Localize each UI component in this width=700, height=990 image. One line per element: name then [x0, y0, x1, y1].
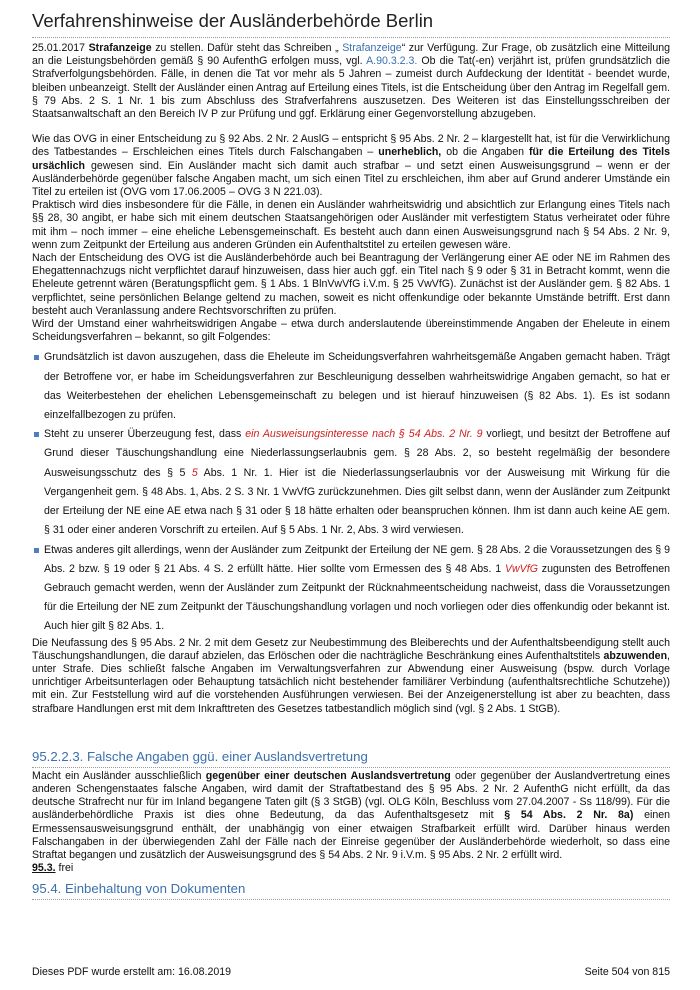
- paragraph-strafanzeige: [32, 42, 670, 121]
- page-footer: [32, 966, 670, 978]
- paragraph-umstand: Wird der Umstand einer wahrheitswidrigen Angabe – etwa durch anderslautende übereinstimmende Angaben der Eheleute in einem Scheidungsverfahren – bekannt, so gilt Folgendes:: [32, 318, 670, 344]
- page-title: Verfahrenshinweise der Ausländerbehörde Berlin: [32, 10, 434, 31]
- text: einen Ermessensausweisungsgrund enthält, der unabhängig von einer etwaigen Strafbarkeit erfüllt wird. Darüber hinaus werden Falschangaben in der überwiegenden Zahl der Fälle nach der Einreise gegenüber der Ausländerbehörde wiederholt, so dass eine Straftat begangen und zusätzlich der Ausweisungsgrund des § 54 Abs. 2 Nr. 9 i.V.m. § 95 Abs. 2 Nr. 2 erfüllt wird.: [32, 809, 670, 861]
- paragraph-verlaengerung: Nach der Entscheidung des OVG ist die Ausländerbehörde auch bei Beantragung der Verlängerung einer AE oder NE im Rahmen des Ehegattennachzugs nicht verpflichtet darauf hinzuweisen, dass hier auch ggf. ein Titel nach § 9 oder § 31 in Betracht kommt, wenn die Eheleute getrennt wären (Beratungspflicht gem. § 1 Abs. 1 BlnVwVfG i.V.m. § 25 VwVfG). Zunächst ist der Ausländer gem. § 82 Abs. 1 verpflichtet, seine persönlichen Belange geltend zu machen, soweit es nicht offenkundige oder bekannte Umstände betrifft. Erst dann besteht auch Veranlassung andere Rechtsvorschriften zu prüfen.: [32, 252, 670, 317]
- highlighted-text: 5: [191, 466, 198, 479]
- bold-text: unerheblich,: [378, 146, 442, 159]
- document-page: [32, 0, 670, 990]
- paragraph-ovg: [32, 133, 670, 199]
- section-heading-954: 95.4. Einbehaltung von Dokumenten: [32, 881, 246, 897]
- bullet-item: [32, 541, 670, 637]
- bold-text: für die Erteilung des Titels ursächlich: [32, 146, 671, 172]
- text: 25.01.2017: [32, 42, 89, 54]
- paragraph-praktisch: Praktisch wird dies insbesondere für die Fälle, in denen ein Ausländer wahrheitswidrig und absichtlich zur Erlangung eines Titels nach §§ 28, 30 angibt, er habe sich mit einem deutschen Staatsangehörigen oder Ausländer mit verfestigtem Status verheiratet oder führe mit ihm – noch immer – eine eheliche Lebensgemeinschaft. Es besteht auch dann einen Ausweisungsgrund nach § 54 Abs. 2 Nr. 9, wenn zum Zeitpunkt der Erteilung aus anderen Gründen ein Aufenthaltstitel zu erteilen gewesen wäre.: [32, 199, 670, 251]
- document-body: [32, 42, 670, 902]
- bold-text: Strafanzeige: [88, 42, 152, 54]
- text: zugunsten des Betroffenen Gebrauch gemacht werden, wenn der Ausländer zum Zeitpunkt der Rücknahmeentscheidung nachweist, dass die Voraussetzungen für die Erteilung der NE zum Zeitpunkt der Täuschungshandlung vorlagen und noch vorliegen oder dies offenkundig oder bekannt ist. Auch hier gilt § 82 Abs. 1.: [44, 562, 670, 633]
- text: Wie das OVG in einer Entscheidung zu § 92 Abs. 2 Nr. 2 AuslG – entspricht § 95 Abs. 2 Nr. 2 – klargestellt hat, ist für die Verwirklichung des Tatbestandes – Erschleichen eines Titels durch Falschangaben –: [32, 133, 670, 159]
- bold-text: gegenüber einer deutschen Auslandsvertretung: [205, 769, 451, 782]
- section-number: 95.3.: [32, 862, 56, 875]
- text: oder gegenüber der Auslandvertretung eines anderen Schengenstaates falsche Angaben, wird damit der Straftatbestand des § 95 Abs. 2 Nr. 2 AufenthG nicht erfüllt, da das deutsche Strafrecht nur für im Inland begangene Taten gilt (§ 3 StGB) (vgl. OLG Köln, Beschluss vom 27.04.2007 - Ss 118/99). Für die ausländerbehördliche Praxis ist dies ohne Bedeutung, da das Aufenthaltsgesetz mit: [32, 769, 670, 822]
- text: Steht zu unserer Überzeugung fest, dass: [44, 428, 246, 441]
- header-divider: [32, 37, 670, 38]
- paragraph-auslandsvertretung: [32, 770, 670, 862]
- text: gewesen sind. Ein Ausländer macht sich damit auch strafbar – und setzt einen Ausweisungsgrund – wenn er der Ausländerbehörde gegenüber falsche Angaben macht, um sich einen Titel zu erschleichen, ihm aber auf Grund anderer Umstände ein Titel zu erteilen ist (OVG vom 17.06.2005 – OVG 3 N 221.03).: [32, 159, 670, 199]
- text: Macht ein Ausländer ausschließlich: [32, 769, 206, 782]
- text: , unter Strafe. Dies schließt falsche Angaben im Verwaltungsverfahren zur Abwendung einer Ausweisung (bspw. durch Vorlage unrichtiger Arbeitsunterlagen oder Behauptung tatsächlich nicht bestehender familiärer Verbindung (aufenthaltsrechtliche Schutzehe)) mit ein. Zur Feststellung wird auf die vorstehenden Ausführungen verwiesen. Bei der Anzeigenerstellung ist aber zu beachten, dass strafbare Handlungen erst mit dem Inkrafttreten des Gesetzes tatbestandlich möglich sind (vgl. § 2 Abs. 1 StGB).: [32, 649, 670, 715]
- highlighted-text: ein Ausweisungsinteresse nach § 54 Abs. 2 Nr. 9: [245, 428, 483, 441]
- strafanzeige-link[interactable]: Strafanzeige: [342, 42, 402, 54]
- text: Die Neufassung des § 95 Abs. 2 Nr. 2 mit dem Gesetz zur Neubestimmung des Bleiberechts und der Aufenthaltsbeendigung stellt auch Täuschungshandlungen, die darauf abzielen, das Erlöschen oder die nachträgliche Beschränkung eines Aufenthaltstitels: [32, 636, 670, 662]
- page-number: Seite 504 von 815: [584, 966, 670, 978]
- text: “ zur Verfügung. Zur Frage, ob zusätzlich eine Mitteilung an die Leistungsbehörden gemäß § 90 AufenthG erfolgen muss, vgl.: [32, 42, 670, 68]
- highlighted-text: VwVfG: [504, 562, 538, 575]
- bold-text: § 54 Abs. 2 Nr. 8a): [504, 809, 634, 822]
- text: frei: [55, 862, 74, 875]
- text: ob die Angaben: [441, 146, 529, 159]
- text: Abs. 1 Nr. 1. Hier ist die Niederlassungserlaubnis vor der Ausweisung mit Wirkung für die Vergangenheit gem. § 48 Abs. 1, Abs. 2 S. 3 Nr. 1 VwVfG zurückzunehmen. Dies gilt selbst dann, wenn der Ausländer zum Zeitpunkt der Erteilung der NE eine AE etwa nach § 31 oder § 18 hätte erhalten oder beanspruchen können. Ihm ist dann auch keine AE gem. § 31 oder einer anderen Vorschrift zu erteilen. Auf § 5 Abs. 1 Nr. 2, Abs. 3 wird verwiesen.: [44, 466, 670, 537]
- paragraph-953: [32, 862, 670, 875]
- bold-text: abzuwenden: [603, 649, 668, 662]
- bullet-item: Grundsätzlich ist davon auszugehen, dass die Eheleute im Scheidungsverfahren wahrheitsgemäße Angaben gemacht haben. Trägt der Betroffene vor, er habe im Scheidungsverfahren zur Beschleunigung desselben wahrheitswidrige Angaben gemacht, so hat er das Weiterbestehen der ehelichen Lebensgemeinschaft zu belegen und ist hierauf hinzuweisen (§ 82 Abs. 1). Es ist sodann einzelfallbezogen zu prüfen.: [32, 348, 670, 425]
- spacer: [32, 121, 670, 133]
- text: Ob die Tat(-en) verjährt ist, prüfen grundsätzlich die Strafverfolgungsbehörden. Fälle, in denen die Tat vor mehr als 5 Jahren – zumeist durch Aufdeckung der Identität - beendet wurde, bleiben unbeanzeigt. Stellt der Ausländer einen Antrag auf Erteilung eines Titels, ist die Entscheidung über den Antrag im Regelfall gem. § 79 Abs. 2 S. 1 Nr. 1 bis zum Abschluss des Strafverfahrens auszusetzen. Des Weiteren ist das Einstellungsschreiben der Staatsanwaltschaft an den Bereich IV P zur Prüfung und ggf. Erklärung einer Gegenvorstellung abzugeben.: [32, 55, 671, 121]
- section-heading-95223: 95.2.2.3. Falsche Angaben ggü. einer Auslandsvertretung: [32, 748, 368, 764]
- text: zu stellen. Dafür steht das Schreiben „: [151, 42, 343, 54]
- a90-link[interactable]: A.90.3.2.3.: [366, 55, 418, 68]
- paragraph-neufassung: [32, 637, 670, 716]
- text: vorliegt, und besitzt der Betroffene auf Grund dieser Täuschungshandlung eine Niederlassungserlaubnis gem. § 28 Abs. 2, so besteht regelmäßig der besondere Ausweisungsschutz des § 5: [44, 428, 670, 479]
- text: Etwas anderes gilt allerdings, wenn der Ausländer zum Zeitpunkt der Erteilung der NE gem. § 28 Abs. 2 die Voraussetzungen des § 9 Abs. 2 bzw. § 19 oder § 21 Abs. 4 S. 2 erfüllt hätte. Hier sollte vom Ermessen des § 48 Abs. 1: [44, 543, 670, 575]
- spacer: [32, 716, 670, 749]
- pdf-created-date: Dieses PDF wurde erstellt am: 16.08.2019: [32, 966, 232, 978]
- section-divider: [32, 899, 670, 900]
- bullet-item: [32, 425, 670, 540]
- section-divider: [32, 767, 670, 768]
